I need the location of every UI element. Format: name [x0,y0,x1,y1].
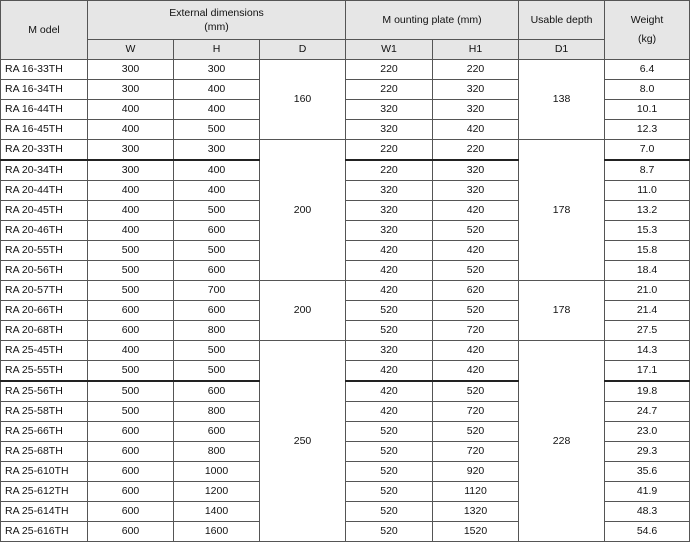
header-h: H [174,40,260,60]
cell-h1: 720 [433,402,519,422]
cell-model: RA 20-44TH [1,181,88,201]
cell-model: RA 25-66TH [1,422,88,442]
cell-w1: 520 [346,522,433,542]
cell-w1: 220 [346,60,433,80]
cell-w1: 420 [346,361,433,382]
cell-w1: 320 [346,120,433,140]
cell-weight: 19.8 [605,381,690,402]
table-row [1,60,690,80]
cell-h1: 720 [433,442,519,462]
cell-model: RA 16-45TH [1,120,88,140]
cell-h: 400 [174,100,260,120]
table-row [1,341,690,361]
cell-weight: 27.5 [605,321,690,341]
cell-w1: 520 [346,482,433,502]
cell-d1: 178 [519,281,605,341]
cell-model: RA 20-34TH [1,160,88,181]
cell-d: 200 [260,281,346,341]
cell-h1: 1120 [433,482,519,502]
cell-w: 500 [88,381,174,402]
cell-weight: 8.7 [605,160,690,181]
cell-h1: 520 [433,381,519,402]
cell-w: 300 [88,140,174,161]
cell-weight: 17.1 [605,361,690,382]
cell-h: 500 [174,201,260,221]
cell-w: 400 [88,181,174,201]
cell-model: RA 20-55TH [1,241,88,261]
cell-w1: 420 [346,281,433,301]
cell-w: 600 [88,462,174,482]
cell-h1: 420 [433,120,519,140]
cell-model: RA 20-66TH [1,301,88,321]
cell-h: 500 [174,361,260,382]
cell-w: 600 [88,442,174,462]
cell-h1: 520 [433,221,519,241]
cell-h: 1600 [174,522,260,542]
cell-h: 600 [174,221,260,241]
cell-d1: 178 [519,140,605,281]
cell-model: RA 20-46TH [1,221,88,241]
cell-h1: 1320 [433,502,519,522]
cell-model: RA 25-58TH [1,402,88,422]
cell-h1: 520 [433,261,519,281]
cell-w: 400 [88,120,174,140]
cell-h: 1000 [174,462,260,482]
cell-h: 800 [174,402,260,422]
cell-w: 400 [88,100,174,120]
cell-w: 400 [88,221,174,241]
cell-w1: 520 [346,442,433,462]
cell-h1: 320 [433,80,519,100]
cell-weight: 10.1 [605,100,690,120]
cell-w1: 520 [346,301,433,321]
cell-weight: 11.0 [605,181,690,201]
header-d: D [260,40,346,60]
cell-w1: 320 [346,181,433,201]
cell-h1: 320 [433,160,519,181]
header-usable-depth: Usable depth [519,1,605,40]
cell-h: 600 [174,261,260,281]
cell-model: RA 16-33TH [1,60,88,80]
cell-model: RA 25-612TH [1,482,88,502]
cell-w: 600 [88,502,174,522]
table-row [1,281,690,301]
cell-h: 500 [174,120,260,140]
cell-model: RA 20-57TH [1,281,88,301]
cell-model: RA 25-614TH [1,502,88,522]
cell-h1: 1520 [433,522,519,542]
header-external-dimensions [88,1,346,40]
cell-d: 250 [260,341,346,542]
cell-h: 400 [174,160,260,181]
cell-h: 300 [174,140,260,161]
cell-weight: 41.9 [605,482,690,502]
cell-weight: 35.6 [605,462,690,482]
cell-w1: 520 [346,502,433,522]
header-row-top [1,1,690,40]
cell-model: RA 25-55TH [1,361,88,382]
cell-h1: 720 [433,321,519,341]
cell-h: 600 [174,301,260,321]
cell-d: 160 [260,60,346,140]
cell-w1: 320 [346,221,433,241]
header-h1: H1 [433,40,519,60]
cell-h: 800 [174,321,260,341]
cell-w: 500 [88,402,174,422]
cell-w1: 420 [346,381,433,402]
cell-h: 500 [174,241,260,261]
cell-model: RA 20-68TH [1,321,88,341]
cell-w1: 220 [346,80,433,100]
cell-w1: 320 [346,341,433,361]
cell-weight: 7.0 [605,140,690,161]
cell-w1: 220 [346,140,433,161]
cell-weight: 15.3 [605,221,690,241]
cell-model: RA 25-610TH [1,462,88,482]
header-weight-line2: (kg) [637,33,657,45]
cell-h: 1400 [174,502,260,522]
table-row [1,140,690,161]
cell-h1: 420 [433,341,519,361]
cell-w1: 520 [346,321,433,341]
cell-h: 500 [174,341,260,361]
cell-w: 300 [88,80,174,100]
cell-weight: 48.3 [605,502,690,522]
cell-model: RA 25-56TH [1,381,88,402]
cell-w1: 320 [346,201,433,221]
header-weight-line1: Weight [630,14,664,26]
cell-w1: 520 [346,422,433,442]
cell-h: 600 [174,381,260,402]
cell-d1: 138 [519,60,605,140]
cell-h1: 320 [433,181,519,201]
cell-weight: 54.6 [605,522,690,542]
cell-h: 700 [174,281,260,301]
cell-d1: 228 [519,341,605,542]
cell-h1: 320 [433,100,519,120]
cell-weight: 8.0 [605,80,690,100]
cell-weight: 15.8 [605,241,690,261]
cell-w1: 420 [346,402,433,422]
cell-weight: 29.3 [605,442,690,462]
cell-weight: 21.0 [605,281,690,301]
cell-weight: 23.0 [605,422,690,442]
cell-weight: 14.3 [605,341,690,361]
cell-weight: 21.4 [605,301,690,321]
header-row-sub [1,40,690,60]
cell-h: 800 [174,442,260,462]
cell-h: 400 [174,80,260,100]
cell-weight: 13.2 [605,201,690,221]
cell-h1: 420 [433,201,519,221]
cell-h1: 920 [433,462,519,482]
cell-h1: 620 [433,281,519,301]
cell-h1: 420 [433,241,519,261]
cell-w: 500 [88,261,174,281]
cell-w: 400 [88,201,174,221]
cell-w: 300 [88,160,174,181]
cell-model: RA 16-44TH [1,100,88,120]
cell-h1: 520 [433,422,519,442]
cell-model: RA 20-56TH [1,261,88,281]
cell-w1: 520 [346,462,433,482]
header-mounting-plate: M ounting plate (mm) [346,1,519,40]
header-weight [605,1,690,60]
cell-model: RA 25-68TH [1,442,88,462]
cell-h1: 220 [433,140,519,161]
cell-w: 600 [88,522,174,542]
cell-d: 200 [260,140,346,281]
cell-w: 500 [88,241,174,261]
cell-w1: 420 [346,261,433,281]
cell-h1: 220 [433,60,519,80]
header-w1: W1 [346,40,433,60]
cell-w: 500 [88,281,174,301]
header-external-line1: External dimensions [169,7,264,19]
header-external-line2: (mm) [204,21,229,33]
cell-model: RA 20-45TH [1,201,88,221]
cell-w: 400 [88,341,174,361]
cell-w: 300 [88,60,174,80]
cell-h: 300 [174,60,260,80]
cell-w: 600 [88,321,174,341]
cell-weight: 18.4 [605,261,690,281]
cell-weight: 24.7 [605,402,690,422]
cell-w: 600 [88,422,174,442]
cell-weight: 12.3 [605,120,690,140]
cell-model: RA 20-33TH [1,140,88,161]
cell-w: 600 [88,301,174,321]
cell-w1: 220 [346,160,433,181]
cell-model: RA 25-616TH [1,522,88,542]
cell-w1: 420 [346,241,433,261]
header-d1: D1 [519,40,605,60]
cell-model: RA 25-45TH [1,341,88,361]
cell-weight: 6.4 [605,60,690,80]
cell-h1: 420 [433,361,519,382]
cell-h: 400 [174,181,260,201]
cell-w: 600 [88,482,174,502]
cell-h: 1200 [174,482,260,502]
cell-w: 500 [88,361,174,382]
header-w: W [88,40,174,60]
cell-h1: 520 [433,301,519,321]
header-model: M odel [1,1,88,60]
cell-w1: 320 [346,100,433,120]
cell-h: 600 [174,422,260,442]
table-body [1,60,690,542]
cell-model: RA 16-34TH [1,80,88,100]
